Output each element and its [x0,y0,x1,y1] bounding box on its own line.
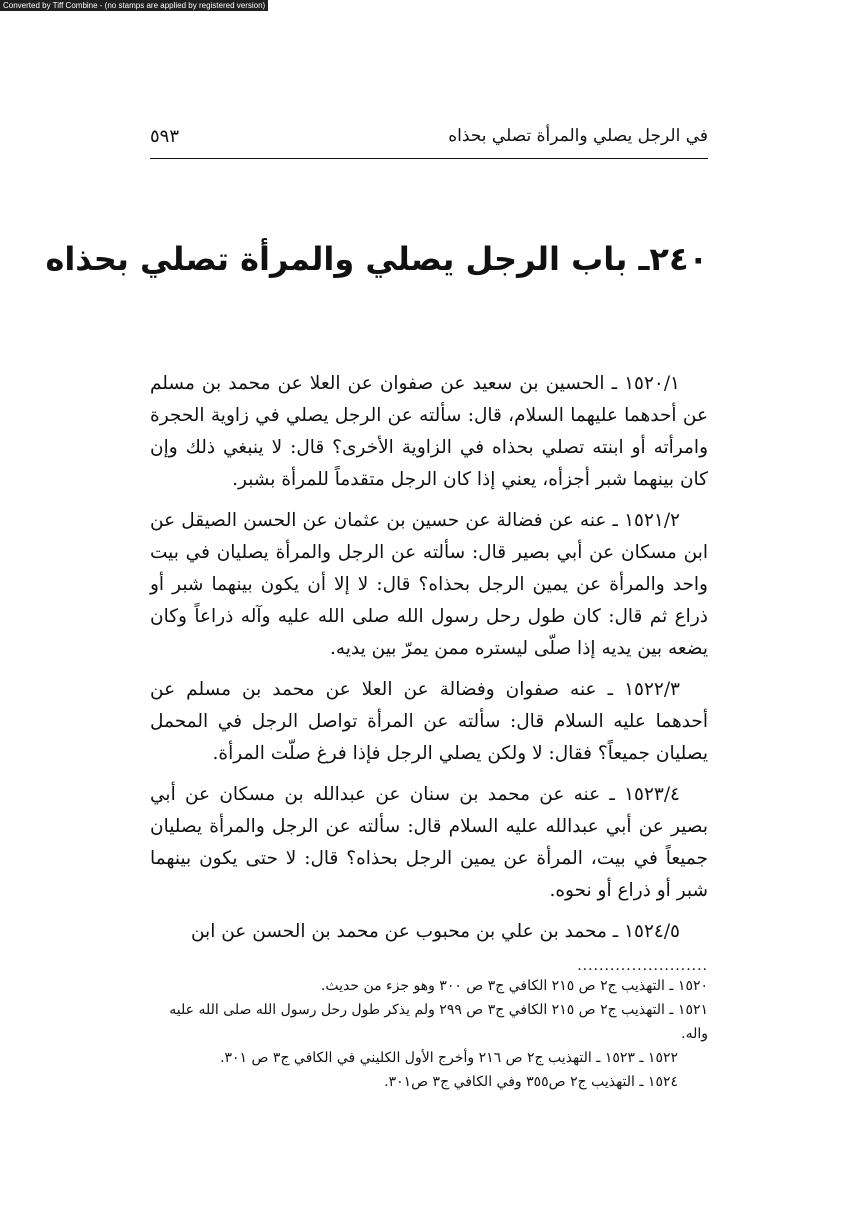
footnotes [150,974,708,1094]
hadith-paragraph: ١٥٢١/٢ ـ عنه عن فضالة عن حسين بن عثمان عن الحسن الصيقل عن ابن مسكان عن أبي بصير قال: سألته عن الرجل والمرأة يصليان في بيت واحد والمرأة عن يمين الرجل بحذاه؟ قال: لا إلا أن يكون بينهما شبر أو ذراع ثم قال: كان طول رحل رسول الله صلى الله عليه وآله ذراعاً وكان يضعه بين يديه إذا صلّى ليستره ممن يمرّ بين يديه. [150,510,708,659]
converter-banner: Converted by Tiff Combine - (no stamps are applied by registered version) [0,0,268,11]
hadith-paragraph: ١٥٢٠/١ ـ الحسين بن سعيد عن صفوان عن العلا عن محمد بن مسلم عن أحدهما عليهما السلام، قال: سألته عن الرجل يصلي في زاوية الحجرة وامرأته أو ابنته تصلي بحذاه في الزاوية الأخرى؟ قال: لا ينبغي ذلك وإن كان بينهما شبر أجزأه، يعني إذا كان الرجل متقدماً للمرأة بشبر. [150,373,708,490]
hadith-paragraph: ١٥٢٤/٥ ـ محمد بن علي بن محبوب عن محمد بن الحسن عن ابن [190,921,680,942]
footnote: ١٥٢٢ ـ ١٥٢٣ ـ التهذيب ج٢ ص ٢١٦ وأخرج الأول الكليني في الكافي ج٣ ص ٣٠١. [220,1050,678,1066]
running-title: في الرجل يصلي والمرأة تصلي بحذاه [448,126,708,146]
hadith-paragraph: ١٥٢٣/٤ ـ عنه عن محمد بن سنان عن عبدالله بن مسكان عن أبي بصير عن أبي عبدالله عليه السلام قال: سألته عن الرجل والمرأة يصليان جميعاً في بيت، المرأة عن يمين الرجل بحذاه؟ قال: لا حتى يكون بينهما شبر أو ذراع أو نحوه. [150,784,708,901]
page-number: ٥٩٣ [150,126,180,147]
running-header [150,124,708,159]
footnote: ١٥٢٤ ـ التهذيب ج٢ ص٣٥٥ وفي الكافي ج٣ ص٣٠١. [384,1074,678,1090]
chapter-title: ٢٤٠ـ باب الرجل يصلي والمرأة تصلي بحذاه [45,240,708,278]
footnote: ١٥٢٠ ـ التهذيب ج٢ ص ٢١٥ الكافي ج٣ ص ٣٠٠ وهو جزء من حديث. [320,978,708,994]
footnote: ١٥٢١ ـ التهذيب ج٢ ص ٢١٥ الكافي ج٣ ص ٢٩٩ ولم يذكر طول رحل رسول الله صلى الله عليه واله. [169,1002,708,1042]
hadith-paragraph: ١٥٢٢/٣ ـ عنه صفوان وفضالة عن العلا عن محمد بن مسلم عن أحدهما عليه السلام قال: سألته عن المرأة تواصل الرجل في المحمل يصليان جميعاً؟ فقال: لا ولكن يصلي الرجل فإذا فرغ صلّت المرأة. [150,679,708,764]
footnote-separator: ........................ [577,958,708,974]
hadith-list [150,368,708,957]
